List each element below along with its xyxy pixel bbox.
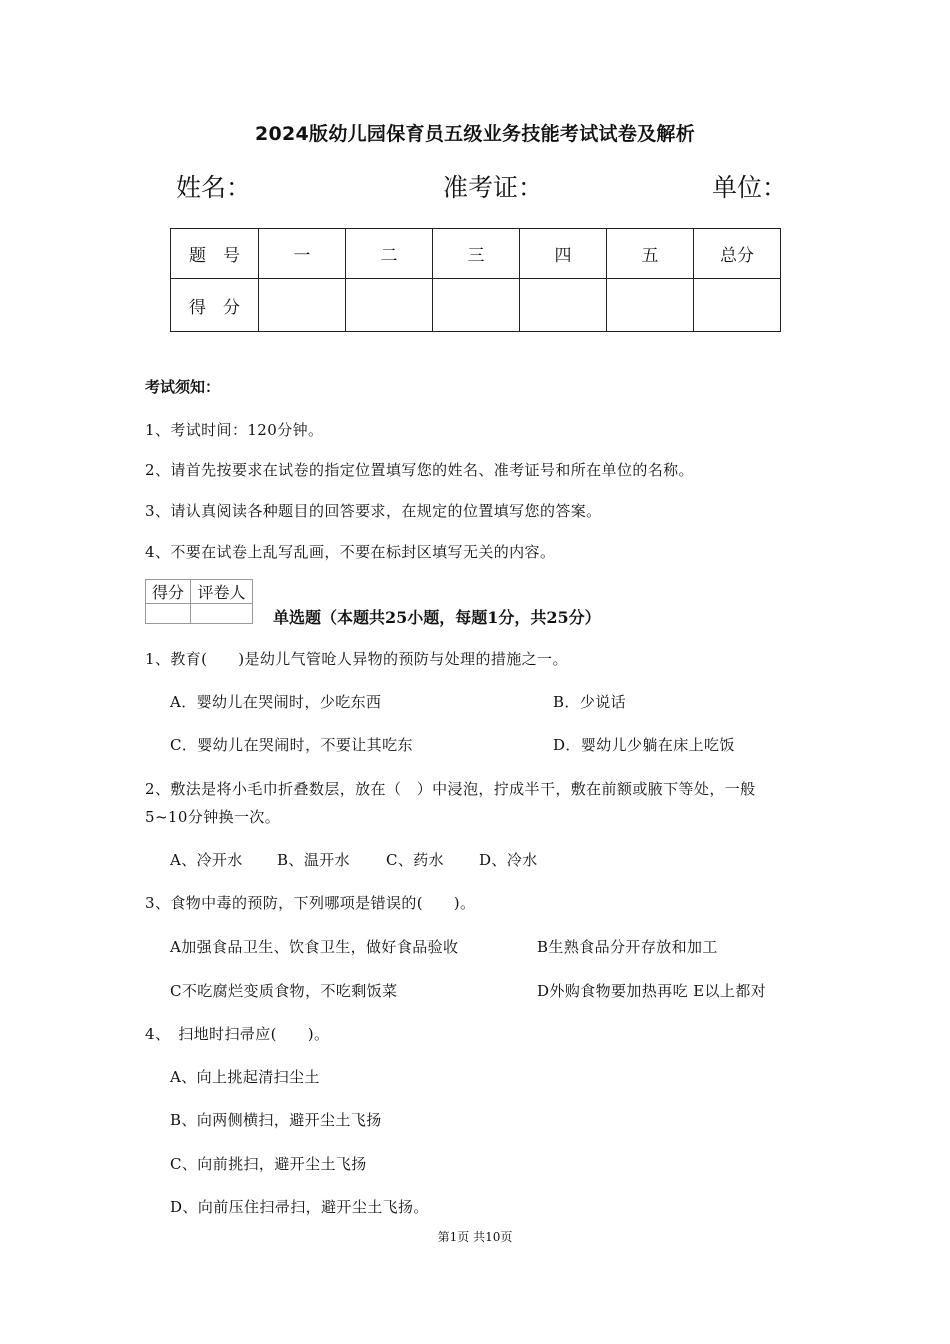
header-cell-total: 总分	[694, 229, 781, 279]
question-4-stem: 4、 扫地时扫帚应( )。	[145, 1025, 330, 1043]
header-cell-2: 二	[346, 229, 433, 279]
question-4-option-a: A、向上挑起清扫尘土	[170, 1068, 320, 1086]
notice-item: 2、请首先按要求在试卷的指定位置填写您的姓名、准考证号和所在单位的名称。	[145, 461, 694, 479]
question-2-option-a: A、冷开水	[170, 851, 243, 869]
grader-score-cell	[146, 604, 191, 624]
question-2-stem-continued: 5~10分钟换一次。	[145, 808, 281, 826]
page-footer: 第1页 共10页	[437, 1230, 513, 1244]
score-cell	[433, 279, 520, 332]
score-cell	[346, 279, 433, 332]
question-4-option-d: D、向前压住扫帚扫，避开尘土飞扬。	[170, 1198, 429, 1216]
question-1-option-c: C．婴幼儿在哭闹时，不要让其吃东	[170, 736, 413, 754]
question-1-option-a: A．婴幼儿在哭闹时，少吃东西	[170, 693, 382, 711]
grader-reviewer-cell	[191, 604, 253, 624]
question-4-option-c: C、向前挑扫，避开尘土飞扬	[170, 1155, 367, 1173]
grader-table	[145, 579, 253, 624]
question-3-stem: 3、食物中毒的预防，下列哪项是错误的( )。	[145, 894, 476, 912]
exam-id-label: 准考证：	[443, 173, 544, 202]
question-2-option-b: B、温开水	[277, 851, 351, 869]
section-title: 单选题（本题共25小题，每题1分，共25分）	[273, 608, 601, 627]
question-1-stem: 1、教育( )是幼儿气管呛人异物的预防与处理的措施之一。	[145, 650, 568, 668]
header-cell-question-no: 题 号	[171, 229, 259, 279]
score-cell	[607, 279, 694, 332]
unit-label: 单位：	[712, 173, 788, 202]
header-cell-3: 三	[433, 229, 520, 279]
question-1-option-d: D．婴幼儿少躺在床上吃饭	[553, 736, 735, 754]
header-cell-1: 一	[259, 229, 346, 279]
score-cell	[694, 279, 781, 332]
grader-score-label: 得分	[146, 580, 191, 604]
score-table-header-row	[171, 229, 781, 279]
question-3-option-d: D外购食物要加热再吃 E以上都对	[537, 982, 767, 1000]
question-3-option-a: A加强食品卫生、饮食卫生，做好食品验收	[170, 938, 459, 956]
question-2-option-d: D、冷水	[479, 851, 538, 869]
score-cell	[259, 279, 346, 332]
header-cell-5: 五	[607, 229, 694, 279]
notice-title: 考试须知：	[145, 378, 221, 396]
question-4-option-b: B、向两侧横扫，避开尘土飞扬	[170, 1111, 382, 1129]
notice-item: 4、不要在试卷上乱写乱画，不要在标封区填写无关的内容。	[145, 543, 556, 561]
notice-item: 1、考试时间：120分钟。	[145, 421, 324, 439]
name-label: 姓名：	[176, 173, 252, 202]
score-table-score-row	[171, 279, 781, 332]
score-cell	[520, 279, 607, 332]
header-cell-4: 四	[520, 229, 607, 279]
question-3-option-b: B生熟食品分开存放和加工	[537, 938, 718, 956]
question-2-stem: 2、敷法是将小毛巾折叠数层，放在（ ）中浸泡，拧成半干，敷在前额或腋下等处，一般	[145, 780, 756, 798]
notice-item: 3、请认真阅读各种题目的回答要求，在规定的位置填写您的答案。	[145, 502, 602, 520]
question-2-option-c: C、药水	[386, 851, 445, 869]
score-row-label: 得 分	[171, 279, 259, 332]
question-1-option-b: B．少说话	[553, 693, 627, 711]
page-title: 2024版幼儿园保育员五级业务技能考试试卷及解析	[254, 123, 696, 145]
grader-reviewer-label: 评卷人	[191, 580, 253, 604]
score-table	[170, 228, 781, 332]
question-3-option-c: C不吃腐烂变质食物，不吃剩饭菜	[170, 982, 398, 1000]
